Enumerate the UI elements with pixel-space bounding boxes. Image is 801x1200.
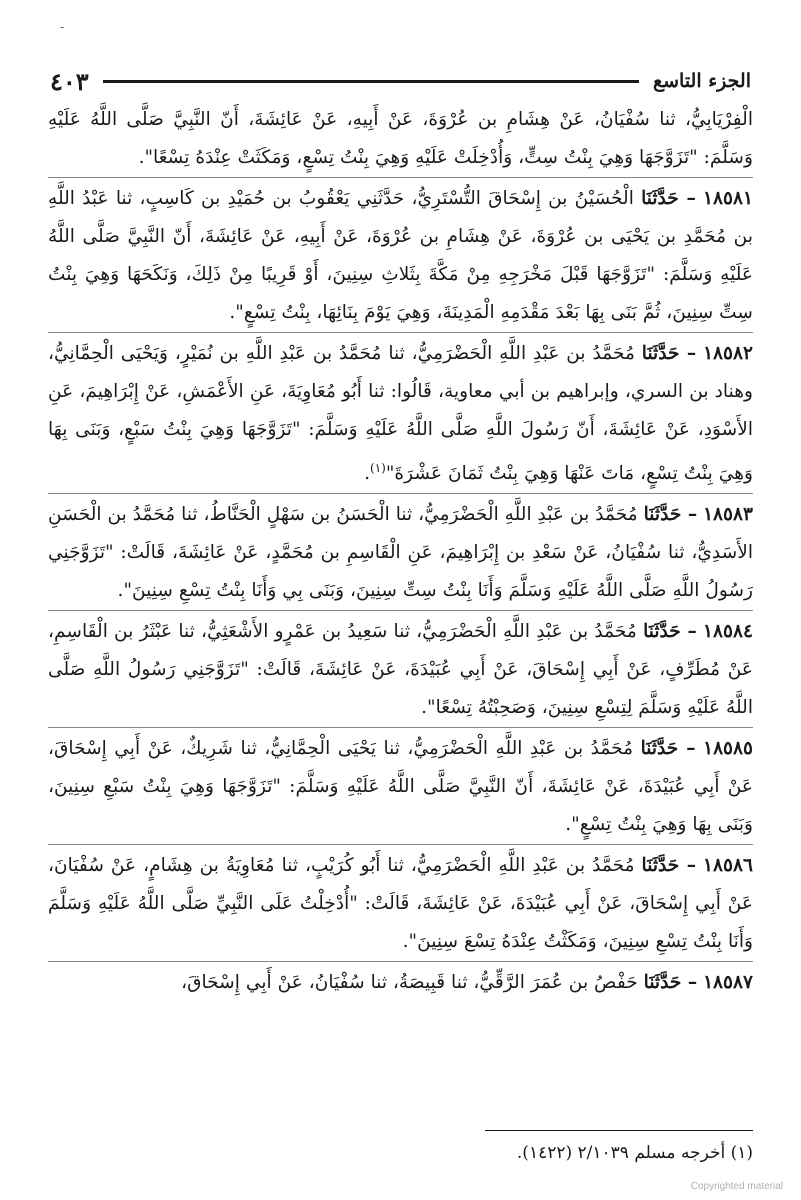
hadith-separator [48,610,753,611]
hadith-text: مُحَمَّدُ بن عَبْدِ اللَّهِ الْحَضْرَمِيُّ، ثنا الْحَسَنُ بن سَهْلٍ الْحَنَّاطُ، ثنا مُحَمَّدُ بن الْحَسَنِ الأَسَدِيُّ، ثنا سُفْيَانُ، عَنْ سَعْدِ بن إِبْرَاهِيمَ، عَنِ الْقَاسِمِ بن مُحَمَّدٍ، عَنْ عَائِشَةَ، قَالَتْ: "تَزَوَّجَنِي رَسُولُ اللَّهِ صَلَّى اللَّهُ عَلَيْهِ وَسَلَّمَ وَأَنَا بِنْتُ سِتِّ سِنِينَ، وَبَنَى بِي وَأَنَا بِنْتُ تِسْعِ سِنِينَ". [48,504,753,602]
hadith-number: ١٨٥٨٢ [703,343,753,364]
hadith-18581 [48,180,753,332]
hadith-number: ١٨٥٨١ [703,188,753,209]
hadith-18582: ١٨٥٨٢ – حَدَّثَنَا مُحَمَّدُ بن عَبْدِ اللَّهِ الْحَضْرَمِيُّ، ثنا مُحَمَّدُ بن عَبْدِ اللَّهِ بن نُمَيْرٍ، وَيَحْيَى الْحِمَّانِيُّ، وهناد بن السري، وإبراهيم بن أبي معاوية، قَالُوا: ثنا أَبُو مُعَاوِيَةَ، عَنِ الأَعْمَشِ، عَنْ إِبْرَاهِيمَ، عَنِ الأَسْوَدِ، عَنْ عَائِشَةَ، أَنّ رَسُولَ اللَّهِ صَلَّى اللَّهُ عَلَيْهِ وَسَلَّمَ: "تَزَوَّجَهَا وَهِيَ بِنْتُ سَبْعٍ، وَبَنَى بِهَا وَهِيَ بِنْتُ تِسْعٍ، مَاتَ عَنْهَا وَهِيَ بِنْتُ ثَمَانَ عَشْرَةَ"$^{(١)}$. [48,343,753,485]
hadith-text: مُحَمَّدُ بن عَبْدِ اللَّهِ الْحَضْرَمِيُّ، ثنا يَحْيَى الْحِمَّانِيُّ، ثنا شَرِيكٌ، عَنْ أَبِي إِسْحَاقَ، عَنْ أَبِي عُبَيْدَةَ، عَنْ عَائِشَةَ، أَنّ النَّبِيَّ صَلَّى اللَّهُ عَلَيْهِ وَسَلَّمَ: "تَزَوَّجَهَا وَهِيَ بِنْتُ سَبْعِ سِنِينَ، وَبَنَى بِهَا وَهِيَ بِنْتُ تِسْعٍ". [48,738,753,836]
part-title: الجزء التاسع [653,70,751,92]
hadith-separator [48,727,753,728]
hadith-text: الْحُسَيْنُ بن إِسْحَاقَ التُّسْتَرِيُّ، حَدَّثَنِي يَعْقُوبُ بن حُمَيْدِ بن كَاسِبٍ، ثنا عَبْدُ اللَّهِ بن مُحَمَّدِ بن يَحْيَى بن عُرْوَةَ، عَنْ هِشَامِ بن عُرْوَةَ، عَنْ أَبِيهِ، عَنْ عَائِشَةَ، أَنّ النَّبِيَّ صَلَّى اللَّهُ عَلَيْهِ وَسَلَّمَ: "تَزَوَّجَهَا قَبْلَ مَخْرَجِهِ مِنْ مَكَّةَ بِثَلاثِ سِنِينَ، أَوْ قَرِيبًا مِنْ ذَلِكَ، وَنَكَحَهَا وَهِيَ بِنْتُ سِتِّ سِنِينَ، ثُمَّ بَنَى بِهَا بَعْدَ مَقْدَمِهِ الْمَدِينَةَ، وَهِيَ يَوْمَ بِنَائِهَا، بِنْتُ تِسْعٍ". [48,188,753,323]
page-number: ٤٠٣ [50,66,89,96]
hadith-number: ١٨٥٨٧ [703,972,753,994]
watermark: Copyrighted material [690,1181,783,1192]
hadith-number: ١٨٥٨٤ [703,621,753,643]
hadith-18586 [48,847,753,961]
hadith-number: ١٨٥٨٥ [703,738,754,760]
hadith-separator [48,961,753,962]
hadith-opener: – حَدَّثَنَا [643,621,697,643]
hadith-18585 [48,730,753,844]
hadith-opener: – حَدَّثَنَا [641,855,697,877]
hadith-text: مُحَمَّدُ بن عَبْدِ اللَّهِ الْحَضْرَمِيُّ، ثنا مُحَمَّدُ بن عَبْدِ اللَّهِ بن نُمَيْرٍ، وَيَحْيَى الْحِمَّانِيُّ، وهناد بن السري، وإبراهيم بن أبي معاوية، قَالُوا: ثنا أَبُو مُعَاوِيَةَ، عَنِ الأَعْمَشِ، عَنْ إِبْرَاهِيمَ، عَنِ الأَسْوَدِ، عَنْ عَائِشَةَ، أَنّ رَسُولَ اللَّهِ صَلَّى اللَّهُ عَلَيْهِ وَسَلَّمَ: "تَزَوَّجَهَا وَهِيَ بِنْتُ سَبْعٍ، وَبَنَى بِهَا وَهِيَ بِنْتُ تِسْعٍ، مَاتَ عَنْهَا وَهِيَ بِنْتُ ثَمَانَ عَشْرَةَ" [48,343,753,485]
hadith-text: الْفِرْيَابِيُّ، ثنا سُفْيَانُ، عَنْ هِشَامِ بن عُرْوَةَ، عَنْ أَبِيهِ، عَنْ عَائِشَةَ، أَنّ النَّبِيَّ صَلَّى اللَّهُ عَلَيْهِ وَسَلَّمَ: "تَزَوَّجَهَا وَهِيَ بِنْتُ سِتٍّ، وَأُدْخِلَتْ عَلَيْهِ وَهِيَ بِنْتُ تِسْعٍ، وَمَكَثَتْ عِنْدَهُ تِسْعًا". [48,109,753,168]
hadith-text: حَفْصُ بن عُمَرَ الرَّقِّيُّ، ثنا قَبِيصَةُ، ثنا سُفْيَانُ، عَنْ أَبِي إِسْحَاقَ، [181,972,638,994]
footnote: (١) أخرجه مسلم ٢/١٠٣٩ (١٤٢٢). [516,1143,753,1163]
hadith-opener: – حَدَّثَنَا [643,504,698,526]
body-text [48,101,753,1002]
hadith-separator [48,844,753,845]
hadith-separator [48,332,753,333]
hadith-separator [48,177,753,178]
hadith-separator [48,493,753,494]
hadith-continuation [48,101,753,177]
hadith-number: ١٨٥٨٦ [703,855,753,877]
hadith-opener: – حَدَّثَنَا [640,738,696,760]
hadith-text: مُحَمَّدُ بن عَبْدِ اللَّهِ الْحَضْرَمِيُّ، ثنا أَبُو كُرَيْبٍ، ثنا مُعَاوِيَةُ بن هِشَامٍ، عَنْ سُفْيَانَ، عَنْ أَبِي إِسْحَاقَ، عَنْ أَبِي عُبَيْدَةَ، عَنْ عَائِشَةَ، قَالَتْ: "أُدْخِلْتُ عَلَى النَّبِيِّ صَلَّى اللَّهُ عَلَيْهِ وَسَلَّمَ وَأَنَا بِنْتُ تِسْعِ سِنِينَ، وَمَكَثْتُ عِنْدَهُ تِسْعَ سِنِينَ". [48,855,753,953]
running-header [50,64,751,98]
hadith-18583 [48,496,753,610]
hadith-18584 [48,613,753,727]
footnote-mark[interactable]: (١) [370,461,386,475]
header-rule [103,80,639,83]
hadith-opener: – حَدَّثَنَا [641,188,696,209]
hadith-18587 [48,964,753,1002]
hadith-number: ١٨٥٨٣ [703,504,753,526]
hadith-opener: – حَدَّثَنَا [643,972,698,994]
footnote-rule [485,1130,753,1131]
corner-mark: - [60,20,65,34]
hadith-text: مُحَمَّدُ بن عَبْدِ اللَّهِ الْحَضْرَمِيُّ، ثنا سَعِيدُ بن عَمْرٍو الأَشْعَثِيُّ، ثنا عَبْثَرُ بن الْقَاسِمِ، عَنْ مُطَرِّفٍ، عَنْ أَبِي إِسْحَاقَ، عَنْ أَبِي عُبَيْدَةَ، عَنْ عَائِشَةَ، قَالَتْ: "تَزَوَّجَنِي رَسُولُ اللَّهِ صَلَّى اللَّهُ عَلَيْهِ وَسَلَّمَ لِتِسْعِ سِنِينَ، وَصَحِبْتُهُ تِسْعًا". [48,621,753,719]
hadith-opener: – حَدَّثَنَا [641,343,697,364]
